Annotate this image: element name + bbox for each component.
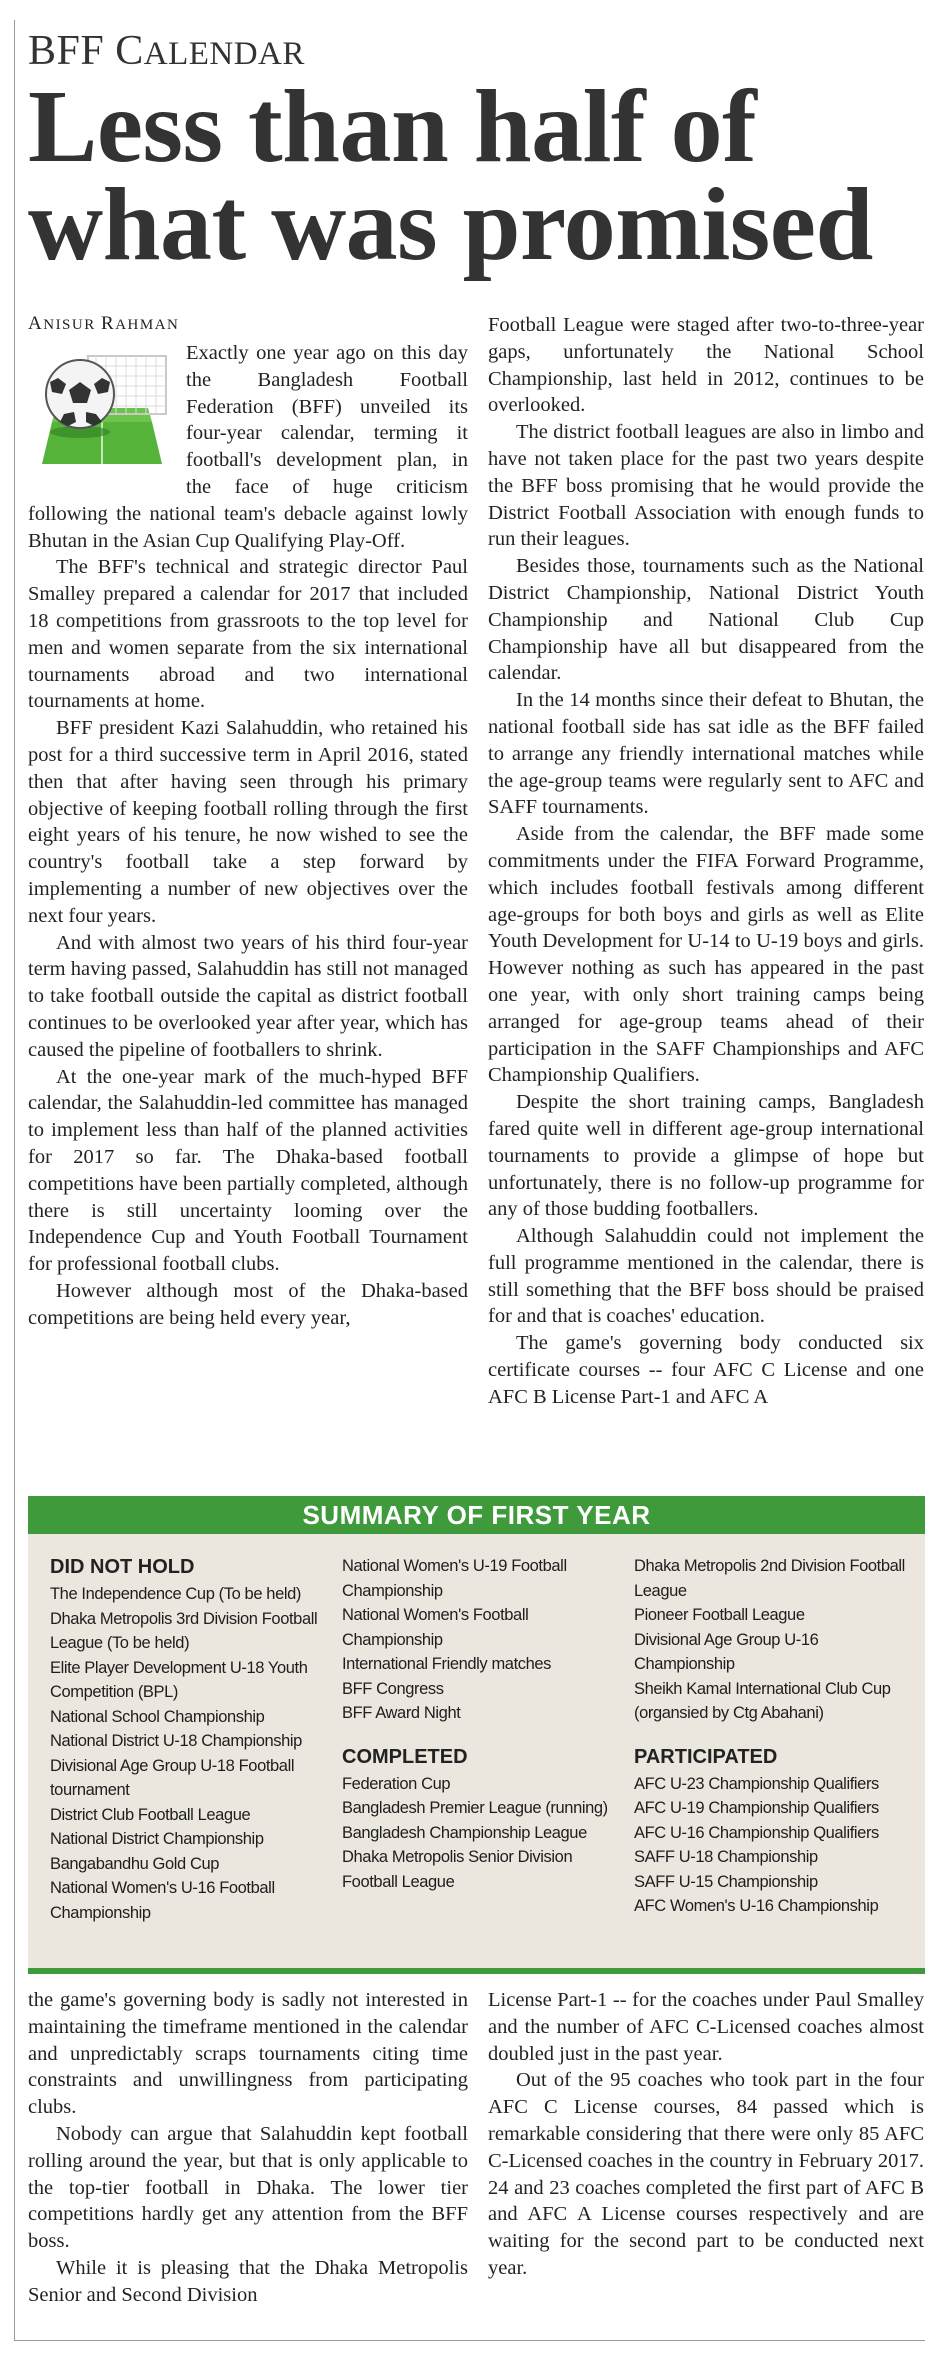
football-goal-icon (28, 342, 176, 472)
list-item: National School Championship (50, 1707, 265, 1726)
summary-heading-did-not-hold: DID NOT HOLD (50, 1556, 195, 1578)
byline-second-initial: R (101, 313, 116, 334)
section-gap (342, 1726, 628, 1744)
byline (28, 313, 179, 335)
headline-line-1: Less than half of (28, 69, 757, 184)
list-item: AFC Women's U-16 Championship (634, 1897, 879, 1915)
byline-first-rest: NISUR (43, 317, 101, 333)
article-paragraph: Despite the short training camps, Bangladesh fared quite well in different age-group international tournaments to provide a glimpse of hope but unfortunately, there is no follow-up programme for any of those budding footballers. (488, 1091, 924, 1221)
list-item: Pioneer Football League (634, 1606, 805, 1624)
list-item: BFF Congress (342, 1679, 444, 1698)
article-paragraph: Nobody can argue that Salahuddin kept football rolling around the year, but that is only applicable to the top-tier football in Dhaka. The lower tier competitions hardly get any attention from the BFF boss. (28, 2122, 468, 2253)
list-item: Bangladesh Championship League (342, 1823, 587, 1842)
list-item: National Women's U-19 Football Championship (342, 1557, 567, 1600)
kicker-cap: C (115, 28, 144, 74)
list-item: SAFF U-15 Championship (634, 1872, 818, 1891)
did-not-hold-list-continued (342, 1554, 628, 1726)
article-paragraph: Besides those, tournaments such as the National District Championship, National District Youth Championship and National Club Cup Championship have all but disappeared from the calendar. (488, 555, 924, 685)
summary-did-not-hold-column (50, 1554, 336, 1925)
kicker-smallcaps: ALENDAR (143, 36, 305, 72)
list-item: AFC U-16 Championship Qualifiers (634, 1823, 879, 1842)
list-item: Bangabandhu Gold Cup (50, 1854, 220, 1873)
summary-footer-bar (28, 1968, 925, 1974)
list-item: Divisional Age Group U-16 Championship (634, 1630, 819, 1673)
list-item: Elite Player Development U-18 Youth Competition (BPL) (50, 1658, 308, 1701)
headline (28, 69, 928, 282)
article-paragraph: Exactly one year ago on this day the Bangladesh Football Federation (BFF) unveiled its four-year calendar, terming it football's development plan, in the face of huge criticism following the national team's debacle against lowly Bhutan in the Asian Cup Qualifying Play-Off. (28, 342, 468, 552)
article-paragraph: License Part-1 -- for the coaches under Paul Smalley and the number of AFC C-Licensed coaches almost doubled just in the past year. (488, 1989, 924, 2065)
summary-heading-completed: COMPLETED (342, 1745, 468, 1768)
article-paragraph: At the one-year mark of the much-hyped BFF calendar, the Salahuddin-led committee has managed to implement less than half of the planned activities for 2017 so far. The Dhaka-based football competitions have been partially completed, although there is still uncertainty looming over the Independence Cup and Youth Football Tournament for professional football clubs. (28, 1065, 468, 1276)
summary-right-column (634, 1554, 920, 1919)
list-item: Sheikh Kamal International Club Cup (organsied by Ctg Abahani) (634, 1679, 891, 1722)
bottom-rule (14, 2340, 925, 2341)
did-not-hold-list (50, 1582, 336, 1925)
list-item: Federation Cup (342, 1774, 451, 1793)
list-item: Bangladesh Premier League (running) (342, 1799, 608, 1817)
article-paragraph: The BFF's technical and strategic director Paul Smalley prepared a calendar for 2017 that included 18 competitions from grassroots to the top level for men and women separate from the six international tournaments abroad and two international tournaments at home. (28, 556, 468, 713)
article-paragraph: The district football leagues are also in limbo and have not taken place for the past two years despite the BFF boss promising that he would provide the District Football Association with enough funds to run their leagues. (488, 421, 924, 551)
list-item: National District U-18 Championship (50, 1732, 302, 1750)
article-paragraph: In the 14 months since their defeat to Bhutan, the national football side has sat idle as the BFF failed to arrange any friendly international matches while the age-group teams were regularly sent to AFC and SAFF tournaments. (488, 689, 924, 819)
summary-title: SUMMARY OF FIRST YEAR (28, 1496, 925, 1534)
list-item: Divisional Age Group U-18 Football tournament (50, 1756, 295, 1799)
list-item: National District Championship (50, 1830, 264, 1848)
left-column-rule (14, 20, 15, 2340)
article-column-1 (28, 340, 468, 1490)
list-item: Dhaka Metropolis 2nd Division Football League (634, 1557, 905, 1600)
article-column-4 (488, 1987, 924, 2337)
article-paragraph: Although Salahuddin could not implement the full programme mentioned in the calendar, there is still something that the BFF boss should be praised for and that is coaches' education. (488, 1225, 924, 1328)
list-item: District Club Football League (50, 1805, 251, 1824)
participated-list (634, 1772, 920, 1919)
list-item: AFC U-19 Championship Qualifiers (634, 1799, 879, 1817)
list-item: National Women's Football Championship (342, 1606, 529, 1649)
article-paragraph: Football League were staged after two-to-three-year gaps, unfortunately the National School Championship, last held in 2012, continues to be overlooked. (488, 314, 924, 417)
article-paragraph: While it is pleasing that the Dhaka Metropolis Senior and Second Division (28, 2256, 468, 2306)
completed-list (342, 1772, 628, 1895)
article-column-3 (28, 1987, 468, 2337)
completed-list-continued (634, 1554, 920, 1726)
article-paragraph: The game's governing body conducted six certificate courses -- four AFC C License and one AFC B License Part-1 and AFC A (488, 1332, 924, 1408)
byline-first-initial: A (28, 313, 44, 334)
summary-heading-participated: PARTICIPATED (634, 1745, 778, 1768)
article-paragraph: the game's governing body is sadly not interested in maintaining the timeframe mentioned in the calendar and unpredictably scraps tournaments citing time constraints and unwillingness from participating clubs. (28, 1989, 468, 2119)
article-paragraph: And with almost two years of his third four-year term having passed, Salahuddin has still not managed to take football outside the capital as district football continues to be overlooked year after year, which has caused the pipeline of footballers to shrink. (28, 931, 468, 1061)
list-item: The Independence Cup (To be held) (50, 1585, 301, 1603)
kicker-label (115, 28, 305, 74)
kicker-prefix: BFF (28, 28, 116, 74)
list-item: Dhaka Metropolis 3rd Division Football League (To be held) (50, 1609, 318, 1652)
section-gap (634, 1726, 920, 1744)
list-item: BFF Award Night (342, 1704, 461, 1722)
list-item: National Women's U-16 Football Championship (50, 1879, 275, 1922)
list-item: Dhaka Metropolis Senior Division Football League (342, 1848, 573, 1891)
article-paragraph: BFF president Kazi Salahuddin, who retained his post for a third successive term in April 2016, stated then that after having seen through his primary objective of keeping football rolling through the first eight years of his tenure, he now wished to see the country's football take a step forward by implementing a number of new objectives over the next four years. (28, 717, 468, 927)
article-column-2 (488, 312, 924, 1482)
list-item: SAFF U-18 Championship (634, 1848, 818, 1866)
headline-line-2: what was promised (28, 167, 873, 282)
summary-box (28, 1496, 925, 1974)
list-item: AFC U-23 Championship Qualifiers (634, 1774, 879, 1793)
section-kicker (28, 30, 305, 72)
article-paragraph: Aside from the calendar, the BFF made some commitments under the FIFA Forward Programme, which includes football festivals among different age-groups for both boys and girls as well as Elite Youth Development for U-14 to U-19 boys and girls. However nothing as such has appeared in the past one year, with only short training camps being arranged for age-group teams ahead of their participation in the SAFF Championships and AFC Championship Qualifiers. (488, 823, 924, 1087)
list-item: International Friendly matches (342, 1655, 552, 1673)
article-paragraph: However although most of the Dhaka-based competitions are being held every year, (28, 1279, 468, 1329)
article-paragraph: Out of the 95 coaches who took part in the four AFC C License courses, 84 passed which is remarkable considering that there were only 85 AFC C-Licensed coaches in the country in February 2017. 24 and 23 coaches completed the first part of AFC B and AFC A License courses respectively and are waiting for the second part to be conducted next year. (488, 2069, 924, 2279)
byline-second-rest: AHMAN (115, 317, 180, 333)
summary-middle-column (342, 1554, 628, 1894)
